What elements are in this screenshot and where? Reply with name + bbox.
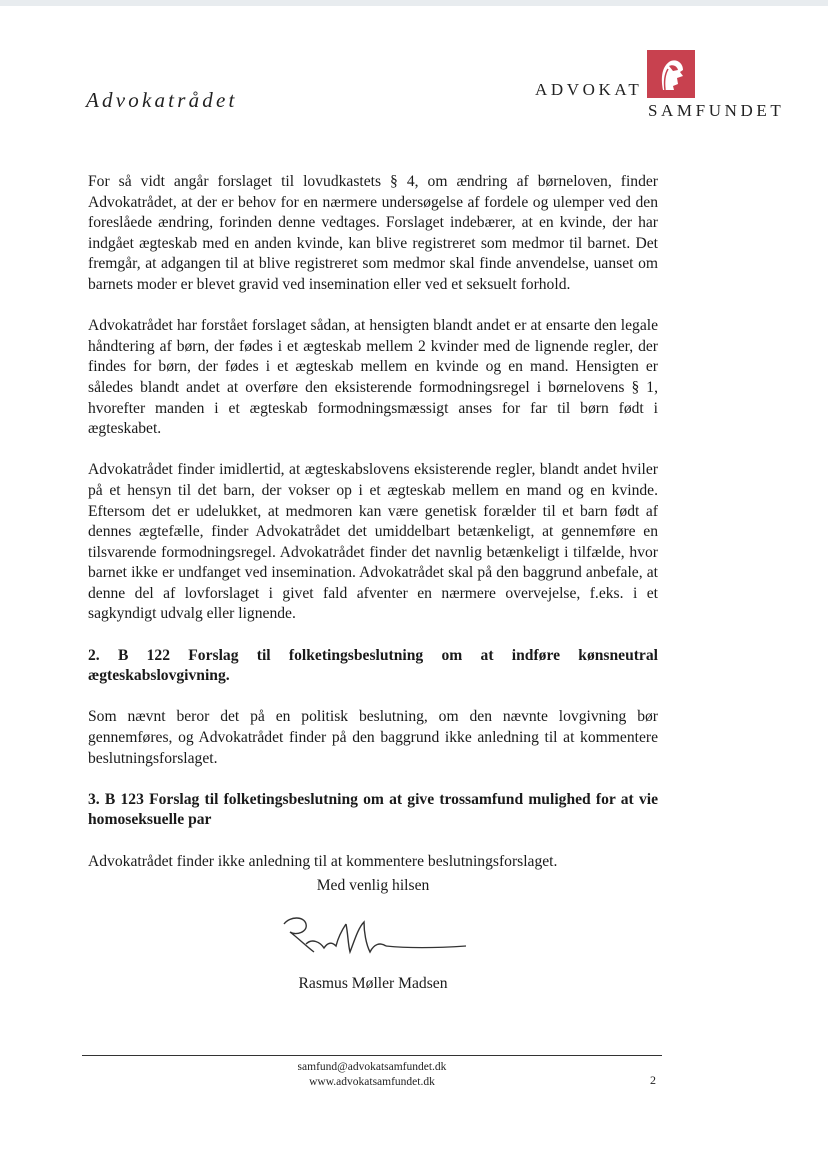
closing-greeting: Med venlig hilsen (316, 877, 430, 894)
section-heading-b123: 3. B 123 Forslag til folketingsbeslutning om at give trossamfund mulighed for at vie homoseksuelle par (88, 790, 658, 829)
handwritten-signature (276, 908, 476, 964)
section-heading-b122: 2. B 122 Forslag til folketingsbeslutning om at indføre kønsneutral ægteskabslovgivning. (88, 646, 658, 685)
organization-title: Advokatrådet (86, 88, 238, 112)
paragraph-borneloven: For så vidt angår forslaget til lovudkastets § 4, om ændring af børneloven, finder Advokatrådet, at der er behov for en nærmere undersøgelse af fordele og ulemper ved den foreslåede ændring, forinden denne vedtages. Forslaget indebærer, at en kvinde, der har indgået ægteskab med en anden kvinde, kan blive registreret som medmor til barnet. Det fremgår, at adgangen til at blive registreret som medmor skal finde anvendelse, uanset om barnets moder er blevet gravid ved insemination eller ved et seksuelt forhold. (88, 173, 658, 293)
advokatsamfundet-logo (533, 50, 803, 130)
footer-website-link[interactable]: www.advokatsamfundet.dk (309, 1076, 435, 1088)
letter-body (88, 172, 658, 893)
section-text-b122: Som nævnt beror det på en politisk beslutning, om den nævnte lovgivning bør gennemføres, og Advokatrådet finder på den baggrund ikke anledning til at kommentere beslutningsforslaget. (88, 708, 658, 767)
paragraph-aegteskabsloven: Advokatrådet finder imidlertid, at ægteskabslovens eksisterende regler, blandt andet hviler på et hensyn til det barn, der vokser op i et ægteskab mellem en mand og en kvinde. Eftersom det er udelukket, at medmoren kan være genetisk forælder til et barn født af dennes ægtefælle, finder Advokatrådet det umiddelbart betænkeligt, at gennemføre en tilsvarende formodningsregel. Advokatrådet finder det navnlig betænkeligt i tilfælde, hvor barnet ikke er undfanget ved insemination. Advokatrådet skal på den baggrund anbefale, at denne del af lovforslaget i givet fald afventer en nærmere overvejelse, f.eks. i et sagkyndigt udvalg eller lignende. (88, 461, 658, 623)
logo-text-top: ADVOKAT (535, 80, 643, 99)
helmet-logo-icon (647, 50, 695, 98)
paragraph-hensigt: Advokatrådet har forstået forslaget sådan, at hensigten blandt andet er at ensarte den legale håndtering af børn, der fødes i et ægteskab mellem 2 kvinder med de lignende regler, der findes for børn, der fødes i et ægteskab mellem en kvinde og en mand. Hensigten er således blandt andet at overføre den eksisterende formodningsregel i børnelovens § 1, hvorefter manden i et ægteskab formodningsmæssigt anses for far til børn født i ægteskabet. (88, 317, 658, 438)
page-number: 2 (650, 1073, 656, 1087)
scan-edge (0, 0, 828, 6)
footer-divider (82, 1055, 662, 1056)
logo-text-bottom: SAMFUNDET (648, 101, 785, 120)
section-text-b123: Advokatrådet finder ikke anledning til at kommentere beslutningsforslaget. (88, 852, 558, 870)
footer-email-link[interactable]: samfund@advokatsamfundet.dk (297, 1061, 447, 1073)
signer-name: Rasmus Møller Madsen (298, 975, 448, 992)
footer (82, 1060, 662, 1090)
